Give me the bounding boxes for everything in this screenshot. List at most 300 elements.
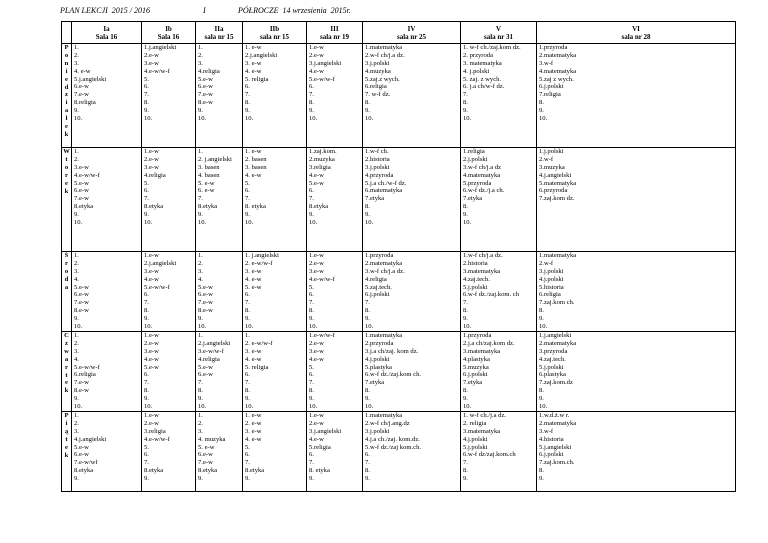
lesson-cell bbox=[537, 252, 736, 332]
lesson-cell bbox=[307, 332, 363, 412]
lesson-line: 7.e-w bbox=[74, 91, 89, 99]
day-letter: P bbox=[64, 44, 69, 51]
day-letter: t bbox=[65, 371, 68, 379]
lesson-line: 6.e-w bbox=[74, 83, 89, 91]
lesson-line: 2. basen bbox=[245, 155, 267, 163]
lesson-cell bbox=[363, 44, 461, 148]
lesson-line: 4.e-w bbox=[309, 67, 324, 75]
lesson-line: 5. zaj. z wych. bbox=[463, 75, 502, 83]
lesson-line: 9. bbox=[74, 315, 79, 323]
lesson-cell bbox=[196, 332, 243, 412]
lesson-line: 8.etyka bbox=[198, 467, 218, 475]
lesson-line: 7. bbox=[463, 299, 468, 307]
lesson-cell bbox=[72, 44, 142, 148]
lesson-line: 4. muzyka bbox=[198, 435, 226, 443]
lesson-cell bbox=[196, 412, 243, 492]
lesson-line: 9. bbox=[463, 475, 468, 483]
day-label bbox=[62, 252, 72, 332]
lesson-line: 10. bbox=[198, 323, 207, 331]
lesson-line: 9. bbox=[365, 315, 370, 323]
lesson-line: 5. e-w bbox=[198, 443, 215, 451]
lesson-line: 3.e-w bbox=[144, 267, 159, 275]
lesson-line: 1.religia bbox=[463, 148, 485, 155]
lesson-cell bbox=[142, 44, 196, 148]
lesson-line: 2.przyroda bbox=[365, 339, 394, 347]
lesson-line: 2.j.angielski bbox=[144, 259, 177, 267]
lesson-line: 4.religia bbox=[198, 355, 220, 363]
lesson-line: 6.religia bbox=[539, 291, 561, 299]
lesson-line: 7. bbox=[309, 91, 314, 99]
lesson-line: 9. bbox=[309, 107, 314, 115]
lesson-line: 9. bbox=[245, 475, 250, 483]
lesson-line: 6. bbox=[144, 83, 149, 91]
lesson-line: 8. bbox=[245, 387, 250, 395]
lesson-line: 3. e-w bbox=[245, 267, 262, 275]
day-letter: a bbox=[64, 283, 69, 291]
lesson-cell bbox=[72, 332, 142, 412]
lesson-line: 4.e-w/w-f bbox=[309, 275, 335, 283]
lesson-line: 7. bbox=[144, 299, 149, 307]
lesson-line: 3.w-f bbox=[539, 427, 554, 435]
lesson-line: 6.j.polski bbox=[463, 371, 488, 379]
lesson-line: 1.j.angielski bbox=[144, 44, 177, 51]
lesson-line: 1.matematyka bbox=[365, 412, 403, 419]
day-letter: e bbox=[65, 75, 68, 83]
lesson-line: 5.e-w bbox=[198, 363, 213, 371]
lesson-line: 5. e-w bbox=[198, 179, 215, 187]
lesson-line: 4.e-w/w-f bbox=[74, 171, 100, 179]
day-letter: e bbox=[65, 179, 68, 187]
lesson-line: 3.muzyka bbox=[539, 163, 565, 171]
lesson-line: 3.matematyka bbox=[463, 427, 501, 435]
lesson-line: 4.religia bbox=[198, 67, 220, 75]
lesson-line: 3. bbox=[74, 347, 79, 355]
lesson-line: 9. bbox=[309, 315, 314, 323]
lesson-line: 7. bbox=[198, 379, 203, 387]
lesson-line: 2.matematyka bbox=[365, 259, 403, 267]
lesson-line: 5.plastyka bbox=[365, 363, 392, 371]
lesson-line: 3.j.polski bbox=[365, 59, 390, 67]
lesson-line: 10. bbox=[74, 115, 83, 123]
lesson-line: 4.religia bbox=[365, 275, 387, 283]
lesson-line: 8. bbox=[463, 387, 468, 395]
lesson-line: 4.zaj.tech. bbox=[539, 355, 566, 363]
lesson-line: 1.e-w bbox=[144, 332, 159, 339]
day-letter: k bbox=[64, 187, 69, 195]
lesson-line: 9. bbox=[365, 107, 370, 115]
lesson-line: 7. bbox=[309, 195, 314, 203]
lesson-line: 7. bbox=[309, 379, 314, 387]
lesson-line: 8. bbox=[539, 99, 544, 107]
lesson-line: 9. bbox=[539, 107, 544, 115]
lesson-line: 5.zaj z wych. bbox=[539, 75, 574, 83]
lesson-line: 4.matematyka bbox=[539, 67, 577, 75]
lesson-line: 7.etyka bbox=[365, 379, 385, 387]
lesson-line: 7.etyka bbox=[463, 195, 483, 203]
lesson-line: 1. e-w bbox=[245, 148, 262, 155]
lesson-line: 8. bbox=[539, 387, 544, 395]
lesson-line: 6. bbox=[245, 83, 250, 91]
lesson-line: 6.przyroda bbox=[539, 187, 568, 195]
lesson-line: 10. bbox=[309, 219, 318, 227]
day-label bbox=[62, 412, 72, 492]
day-letter: r bbox=[65, 259, 68, 267]
lesson-line: 3.w-f ch/j.a dz. bbox=[365, 267, 405, 275]
day-letter: o bbox=[64, 163, 69, 171]
lesson-line: 1.zaj.kom. bbox=[309, 148, 337, 155]
lesson-line: 2.matematyka bbox=[539, 51, 577, 59]
lesson-line: 5.e-w/w-f bbox=[144, 283, 170, 291]
lesson-line: 2. e-w/w-f bbox=[245, 339, 273, 347]
lesson-line: 5.e-w bbox=[74, 179, 89, 187]
lesson-line: 6. bbox=[245, 371, 250, 379]
day-letter: ł bbox=[65, 115, 68, 123]
lesson-cell bbox=[72, 252, 142, 332]
lesson-cell bbox=[72, 412, 142, 492]
lesson-line: 1.przyroda bbox=[365, 252, 394, 259]
lesson-line: 1.w-f ch/j.a dz. bbox=[463, 252, 503, 259]
lesson-cell bbox=[72, 148, 142, 252]
lesson-line: 8. etyka bbox=[245, 203, 266, 211]
lesson-line: 8.e-w bbox=[198, 99, 213, 107]
lesson-line: 5. e-w bbox=[245, 283, 262, 291]
day-letter: i bbox=[65, 99, 68, 107]
lesson-cell bbox=[307, 412, 363, 492]
lesson-line: 9. bbox=[198, 395, 203, 403]
lesson-line: 10. bbox=[245, 403, 254, 411]
lesson-line: 4.j.polski bbox=[463, 435, 488, 443]
lesson-line: 1. e-w bbox=[245, 44, 262, 51]
lesson-line: 6.e-w bbox=[198, 83, 213, 91]
lesson-cell bbox=[461, 252, 537, 332]
lesson-line: 9. bbox=[539, 395, 544, 403]
lesson-line: 7.e-w bbox=[74, 379, 89, 387]
lesson-line: 2. przyroda bbox=[463, 51, 494, 59]
lesson-line: 3. bbox=[74, 267, 79, 275]
lesson-line: 5.j.polski bbox=[463, 283, 488, 291]
lesson-line: 3.j.polski bbox=[365, 427, 390, 435]
lesson-line: 3.j.angielski bbox=[309, 59, 342, 67]
lesson-line: 2.e-w bbox=[309, 419, 324, 427]
lesson-line: 4. e-w bbox=[245, 67, 262, 75]
lesson-line bbox=[539, 219, 733, 227]
lesson-line: 5.przyroda bbox=[463, 179, 492, 187]
lesson-line: 4.j.polski bbox=[365, 355, 390, 363]
day-letter: a bbox=[64, 107, 69, 115]
lesson-line: 10. bbox=[144, 115, 153, 123]
lesson-line: 3.e-w bbox=[144, 163, 159, 171]
lesson-line: 6.e-w bbox=[74, 187, 89, 195]
lesson-line: 10. bbox=[365, 323, 374, 331]
lesson-line: 3. bbox=[74, 59, 79, 67]
class-header: VI sala nr 28 bbox=[537, 22, 736, 44]
lesson-line: 7. bbox=[144, 195, 149, 203]
lesson-cell bbox=[307, 44, 363, 148]
lesson-line: 5.matematyka bbox=[539, 179, 577, 187]
lesson-line: 9. bbox=[365, 395, 370, 403]
lesson-line: 9. bbox=[245, 211, 250, 219]
lesson-line: 9. bbox=[144, 107, 149, 115]
lesson-line: 4.historia bbox=[539, 435, 564, 443]
day-row bbox=[62, 44, 736, 148]
lesson-line: 7. bbox=[144, 459, 149, 467]
lesson-line: 3.e-w bbox=[144, 59, 159, 67]
lesson-line: 2.historia bbox=[365, 155, 390, 163]
lesson-cell bbox=[142, 412, 196, 492]
lesson-line: 9. bbox=[144, 475, 149, 483]
lesson-line: 5. bbox=[309, 283, 314, 291]
day-letter: t bbox=[65, 155, 68, 163]
day-row bbox=[62, 252, 736, 332]
lesson-line: 1.e-w bbox=[309, 252, 324, 259]
lesson-line: 9. bbox=[198, 107, 203, 115]
lesson-line: 10. bbox=[539, 115, 548, 123]
lesson-line: 6.e-w bbox=[74, 291, 89, 299]
lesson-line: 5.historia bbox=[539, 283, 564, 291]
lesson-line: 1. bbox=[245, 332, 250, 339]
lesson-cell bbox=[142, 332, 196, 412]
lesson-cell bbox=[537, 412, 736, 492]
lesson-line: 1. w-f ch./j.a dz. bbox=[463, 412, 507, 419]
day-letter: r bbox=[65, 171, 68, 179]
lesson-line: 6. bbox=[365, 451, 370, 459]
day-letter: e bbox=[65, 379, 68, 387]
lesson-line: 4.e-w bbox=[144, 275, 159, 283]
lesson-cell bbox=[307, 252, 363, 332]
lesson-line: 8. bbox=[144, 307, 149, 315]
lesson-line: 1.e-w bbox=[309, 44, 324, 51]
lesson-line: 3.e-w bbox=[144, 347, 159, 355]
lesson-cell bbox=[461, 332, 537, 412]
lesson-line: 8.etyka bbox=[74, 203, 94, 211]
lesson-line: 8. bbox=[463, 467, 468, 475]
lesson-line: 7.religia bbox=[539, 91, 561, 99]
lesson-line: 1. bbox=[74, 412, 79, 419]
lesson-line: 9. bbox=[74, 475, 79, 483]
lesson-line: 1. bbox=[74, 44, 79, 51]
lesson-cell bbox=[461, 148, 537, 252]
lesson-line: 5.j.polski bbox=[539, 363, 564, 371]
lesson-line: 5.e-w bbox=[74, 283, 89, 291]
lesson-line: 6.w-f dz./j.a ch. bbox=[463, 187, 505, 195]
lesson-line: 7. bbox=[309, 459, 314, 467]
lesson-line: 3. matematyka bbox=[463, 59, 502, 67]
lesson-line: 8. bbox=[365, 467, 370, 475]
lesson-line: 8. bbox=[144, 387, 149, 395]
lesson-line: 2.matematyka bbox=[539, 419, 577, 427]
lesson-line: 4.j.a ch./zaj. kom.dz. bbox=[365, 435, 420, 443]
lesson-cell bbox=[307, 148, 363, 252]
lesson-cell bbox=[537, 332, 736, 412]
day-row bbox=[62, 148, 736, 252]
lesson-line: 4. j.polski bbox=[463, 67, 490, 75]
lesson-line: 5.j.angielski bbox=[539, 443, 572, 451]
lesson-line: 4. e-w bbox=[245, 355, 262, 363]
plan-title: PLAN LEKCJI 2015 / 2016 bbox=[60, 6, 151, 15]
lesson-line: 9. bbox=[144, 395, 149, 403]
lesson-line: 10. bbox=[198, 219, 207, 227]
lesson-line: 7. bbox=[309, 299, 314, 307]
lesson-line: 5.e-w bbox=[198, 75, 213, 83]
lesson-line: 6. bbox=[309, 451, 314, 459]
class-header: III sala nr 19 bbox=[307, 22, 363, 44]
day-row bbox=[62, 332, 736, 412]
lesson-line: 9. bbox=[144, 211, 149, 219]
lesson-cell bbox=[196, 148, 243, 252]
lesson-line: 6.j.polski bbox=[365, 291, 390, 299]
lesson-line: 6.e-w bbox=[198, 371, 213, 379]
lesson-line: 9. bbox=[198, 211, 203, 219]
lesson-line: 2.muzyka bbox=[309, 155, 335, 163]
lesson-line: 10. bbox=[74, 219, 83, 227]
day-letter: i bbox=[65, 419, 68, 427]
lesson-line: 1.j.polski bbox=[539, 148, 564, 155]
lesson-line: 5.e-w bbox=[74, 443, 89, 451]
lesson-line: 5.zaj.tech. bbox=[365, 283, 392, 291]
lesson-line: 5.muzyka bbox=[463, 363, 489, 371]
lesson-line: 2.historia bbox=[463, 259, 488, 267]
lesson-line: 10. bbox=[245, 115, 254, 123]
lesson-line: 1.e-w bbox=[144, 252, 159, 259]
lesson-line: 8.etyka bbox=[144, 203, 164, 211]
lesson-line: 2.e-w bbox=[144, 51, 159, 59]
lesson-line: 9. bbox=[309, 395, 314, 403]
lesson-line: 9. bbox=[463, 395, 468, 403]
lesson-line: 1.j.angielski bbox=[539, 332, 572, 339]
lesson-line: 2. e-w/w-f bbox=[245, 259, 273, 267]
lesson-line: 4.e-w/w-f bbox=[144, 67, 170, 75]
lesson-line: 8. bbox=[463, 99, 468, 107]
day-row bbox=[62, 412, 736, 492]
lesson-line: 4. basen bbox=[198, 171, 220, 179]
lesson-line: 8. bbox=[539, 467, 544, 475]
lesson-line: 8. bbox=[365, 307, 370, 315]
lesson-line: 3.e-w bbox=[309, 347, 324, 355]
lesson-line: 2.j.angielski bbox=[245, 51, 278, 59]
lesson-line: 5.j.a ch./w-f dz. bbox=[365, 179, 407, 187]
lesson-line: 8. bbox=[463, 307, 468, 315]
lesson-line: 9. bbox=[245, 315, 250, 323]
lesson-line: 10. bbox=[463, 219, 472, 227]
day-letter: e bbox=[65, 443, 68, 451]
lesson-line: 1.w-f ch. bbox=[365, 148, 389, 155]
lesson-line: 10. bbox=[245, 219, 254, 227]
lesson-line: 9. bbox=[365, 475, 370, 483]
lesson-line: 9. bbox=[245, 107, 250, 115]
lesson-line: 3.religia bbox=[309, 163, 331, 171]
lesson-line: 6.e-w bbox=[198, 291, 213, 299]
lesson-line: 4.matematyka bbox=[463, 171, 501, 179]
lesson-line: 7.e-w bbox=[198, 299, 213, 307]
day-letter: t bbox=[65, 435, 68, 443]
lesson-line: 10. bbox=[539, 323, 548, 331]
lesson-line: 2. bbox=[74, 51, 79, 59]
lesson-cell bbox=[363, 148, 461, 252]
day-letter: d bbox=[64, 275, 69, 283]
lesson-line: 4.j.angielski bbox=[539, 171, 572, 179]
lesson-line: 6.j.polski bbox=[539, 451, 564, 459]
lesson-line: 6.j.polski bbox=[539, 83, 564, 91]
class-header: Ia Sala 16 bbox=[72, 22, 142, 44]
lesson-line: 5.e-w bbox=[144, 363, 159, 371]
lesson-line: 5. bbox=[144, 443, 149, 451]
lesson-line: 8.etyka bbox=[144, 467, 164, 475]
lesson-line: 4.e-w bbox=[144, 355, 159, 363]
lesson-line: 3.przyroda bbox=[539, 347, 568, 355]
lesson-line: 3.e-w bbox=[74, 163, 89, 171]
lesson-line: 1. bbox=[74, 332, 79, 339]
lesson-line: 1.w.d.ż.w r. bbox=[539, 412, 570, 419]
lesson-line: 6. j.a ch/w-f dz. bbox=[463, 83, 505, 91]
lesson-line: 9. bbox=[198, 475, 203, 483]
lesson-line: 6. bbox=[144, 291, 149, 299]
lesson-line: 10. bbox=[74, 323, 83, 331]
lesson-line: 6. bbox=[245, 451, 250, 459]
lesson-line: 8. bbox=[245, 99, 250, 107]
lesson-line: 1.przyroda bbox=[539, 44, 568, 51]
lesson-line: 2.j.a ch/zaj.kom dz. bbox=[463, 339, 515, 347]
lesson-line: 4. bbox=[74, 275, 79, 283]
lesson-line: 8. bbox=[309, 387, 314, 395]
lesson-cell bbox=[461, 412, 537, 492]
lesson-line: 1. w-f ch./zaj.kom dz. bbox=[463, 44, 521, 51]
lesson-line: 9. bbox=[245, 395, 250, 403]
lesson-line: 10. bbox=[309, 403, 318, 411]
lesson-line: 9. bbox=[198, 315, 203, 323]
lesson-line: 9. bbox=[463, 107, 468, 115]
lesson-line: 9. bbox=[144, 315, 149, 323]
lesson-line: 4.muzyka bbox=[365, 67, 391, 75]
lesson-cell bbox=[243, 148, 307, 252]
lesson-line: 7. bbox=[463, 91, 468, 99]
day-letter: o bbox=[64, 51, 69, 59]
lesson-line: 10. bbox=[365, 115, 374, 123]
lesson-line: 5. bbox=[245, 179, 250, 187]
lesson-line: 6. bbox=[144, 187, 149, 195]
lesson-line: 10. bbox=[144, 219, 153, 227]
lesson-line: 2.j.angielski bbox=[198, 339, 231, 347]
lesson-line: 2. bbox=[198, 419, 203, 427]
class-header: IV sala nr 25 bbox=[363, 22, 461, 44]
lesson-line: 9. bbox=[309, 211, 314, 219]
lesson-line: 10. bbox=[309, 323, 318, 331]
lesson-line: 3.w-f bbox=[539, 59, 554, 67]
lesson-line: 10. bbox=[198, 403, 207, 411]
lesson-line: 9. bbox=[74, 211, 79, 219]
day-letter: C bbox=[64, 332, 69, 339]
day-letter: k bbox=[64, 451, 69, 459]
lesson-cell bbox=[537, 44, 736, 148]
lesson-line: 5.e-w/w-f bbox=[74, 363, 100, 371]
lesson-line: 1.e-w/w-f bbox=[309, 332, 335, 339]
lesson-line: 3.j.angielski bbox=[309, 427, 342, 435]
lesson-line: 3. basen bbox=[198, 163, 220, 171]
semester-label: I bbox=[203, 6, 206, 15]
class-header: V sala nr 31 bbox=[461, 22, 537, 44]
lesson-line bbox=[539, 211, 733, 219]
lesson-line: 8.etyka bbox=[309, 203, 329, 211]
lesson-line: 7. bbox=[245, 379, 250, 387]
day-letter: d bbox=[64, 83, 69, 91]
lesson-line: 7.e-w bbox=[74, 195, 89, 203]
lesson-line: 4. bbox=[74, 355, 79, 363]
lesson-line: 4. e-w bbox=[245, 275, 262, 283]
lesson-cell bbox=[363, 412, 461, 492]
lesson-line: 6. bbox=[245, 291, 250, 299]
lesson-line: 2.e-w bbox=[144, 155, 159, 163]
lesson-line: 6. bbox=[309, 291, 314, 299]
lesson-cell bbox=[243, 44, 307, 148]
